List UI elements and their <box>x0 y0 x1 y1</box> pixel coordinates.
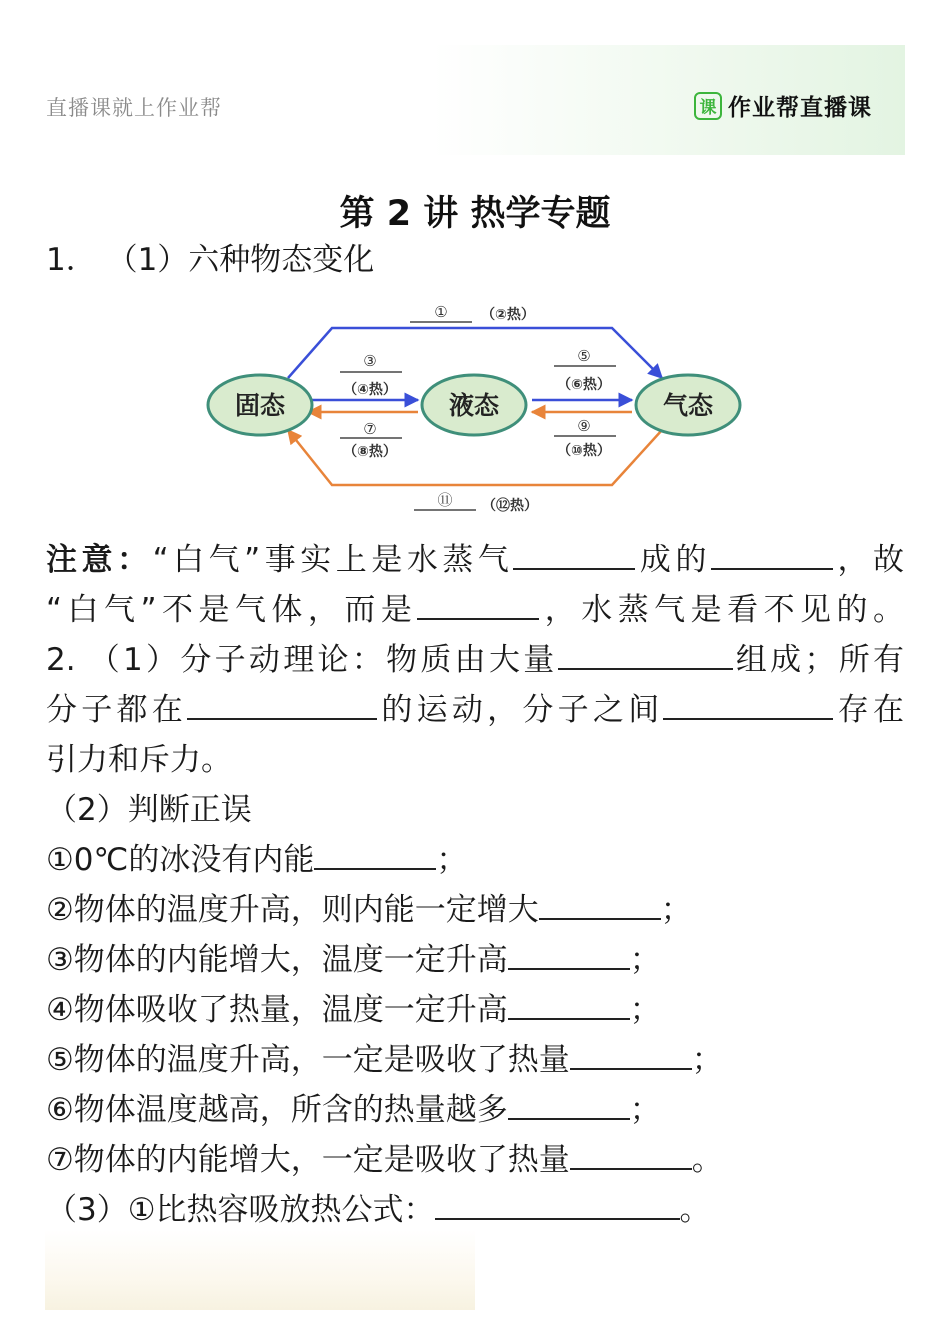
liquid-state-label: 液态 <box>448 393 500 420</box>
brand-logo <box>694 89 872 122</box>
judge-item-3-text: ③物体的内能增大，温度一定升高 <box>46 942 508 978</box>
q2-line-3: 引力和斥力。 <box>46 742 232 778</box>
label-8: （⑧热） <box>343 444 397 460</box>
note-label: 注意： <box>46 542 153 578</box>
note-line-2 <box>46 590 904 630</box>
blank-q2-2[interactable] <box>187 690 377 720</box>
blank-judge-5[interactable] <box>570 1040 692 1070</box>
judge-item-4-end: ； <box>629 992 661 1028</box>
judge-item-3 <box>46 940 661 980</box>
judge-item-7-end: 。 <box>691 1142 723 1178</box>
q2-sub3-text: （3）①比热容吸放热公式： <box>46 1192 435 1228</box>
blank-note-1[interactable] <box>513 540 635 570</box>
q2-text-2c: 存在 <box>833 692 905 728</box>
q2-text-1a: 2. （1）分子动理论：物质由大量 <box>46 642 558 678</box>
q1-heading: 1． （1）六种物态变化 <box>46 242 375 278</box>
logo-text: 作业帮直播课 <box>728 95 872 121</box>
label-6: （⑥热） <box>557 377 611 393</box>
blank-heat-formula[interactable] <box>435 1190 680 1220</box>
phase-change-diagram <box>200 290 760 520</box>
note-text-2a: “白气”不是气体，而是 <box>46 592 418 628</box>
label-2: （②热） <box>481 307 535 323</box>
header-slogan: 直播课就上作业帮 <box>46 96 222 120</box>
judge-item-7 <box>46 1140 723 1180</box>
solid-state-label: 固态 <box>234 393 286 420</box>
judge-item-2-text: ②物体的温度升高，则内能一定增大 <box>46 892 539 928</box>
q2-sub3-end: 。 <box>679 1192 711 1228</box>
blank-note-3[interactable] <box>417 590 539 620</box>
note-text-2b: ，水蒸气是看不见的。 <box>539 592 904 628</box>
label-11: ⑪ <box>437 491 453 509</box>
blank-note-2[interactable] <box>711 540 833 570</box>
note-text-1a: “白气”事实上是水蒸气 <box>152 542 514 578</box>
arrow-sublimation <box>288 328 662 378</box>
judge-item-1-text: ①0℃的冰没有内能 <box>46 842 315 878</box>
blank-judge-2[interactable] <box>539 890 661 920</box>
label-1: ① <box>434 303 448 321</box>
label-10: （⑩热） <box>557 443 611 459</box>
page-title: 第 2 讲 热学专题 <box>339 194 611 234</box>
judge-item-2-end: ； <box>660 892 692 928</box>
judge-item-5 <box>46 1040 723 1080</box>
q2-sub3 <box>46 1190 711 1230</box>
label-12: （⑫热） <box>482 498 538 514</box>
judge-item-2 <box>46 890 692 930</box>
q2-line-1 <box>46 640 904 680</box>
q2-text-1b: 组成；所有 <box>732 642 905 678</box>
judge-item-6-end: ； <box>629 1092 661 1128</box>
q2-sub2-heading: （2）判断正误 <box>46 792 252 828</box>
label-5: ⑤ <box>577 347 591 365</box>
q2-text-2b: 的运动，分子之间 <box>377 692 664 728</box>
judge-item-7-text: ⑦物体的内能增大，一定是吸收了热量 <box>46 1142 570 1178</box>
judge-item-4 <box>46 990 661 1030</box>
bottom-decoration <box>45 1230 475 1310</box>
blank-judge-1[interactable] <box>314 840 436 870</box>
judge-item-6-text: ⑥物体温度越高，所含的热量越多 <box>46 1092 508 1128</box>
label-9: ⑨ <box>577 417 591 435</box>
blank-judge-7[interactable] <box>570 1140 692 1170</box>
judge-item-1-end: ； <box>436 842 468 878</box>
blank-judge-3[interactable] <box>508 940 630 970</box>
blank-judge-4[interactable] <box>508 990 630 1020</box>
label-3: ③ <box>363 352 377 370</box>
judge-item-3-end: ； <box>629 942 661 978</box>
note-text-1c: ，故 <box>832 542 905 578</box>
note-text-1b: 成的 <box>635 542 711 578</box>
gas-state-label: 气态 <box>662 393 714 420</box>
blank-q2-3[interactable] <box>663 690 833 720</box>
judge-item-5-end: ； <box>691 1042 723 1078</box>
note-line-1 <box>46 540 904 580</box>
judge-item-5-text: ⑤物体的温度升高，一定是吸收了热量 <box>46 1042 570 1078</box>
blank-q2-1[interactable] <box>558 640 733 670</box>
judge-item-6 <box>46 1090 661 1130</box>
blank-judge-6[interactable] <box>508 1090 630 1120</box>
label-4: （④热） <box>343 382 397 398</box>
judge-item-1 <box>46 840 467 880</box>
q2-text-2a: 分子都在 <box>46 692 188 728</box>
logo-mark-icon: 课 <box>694 92 722 120</box>
judge-item-4-text: ④物体吸收了热量，温度一定升高 <box>46 992 508 1028</box>
q2-line-2 <box>46 690 904 730</box>
label-7: ⑦ <box>363 420 377 438</box>
